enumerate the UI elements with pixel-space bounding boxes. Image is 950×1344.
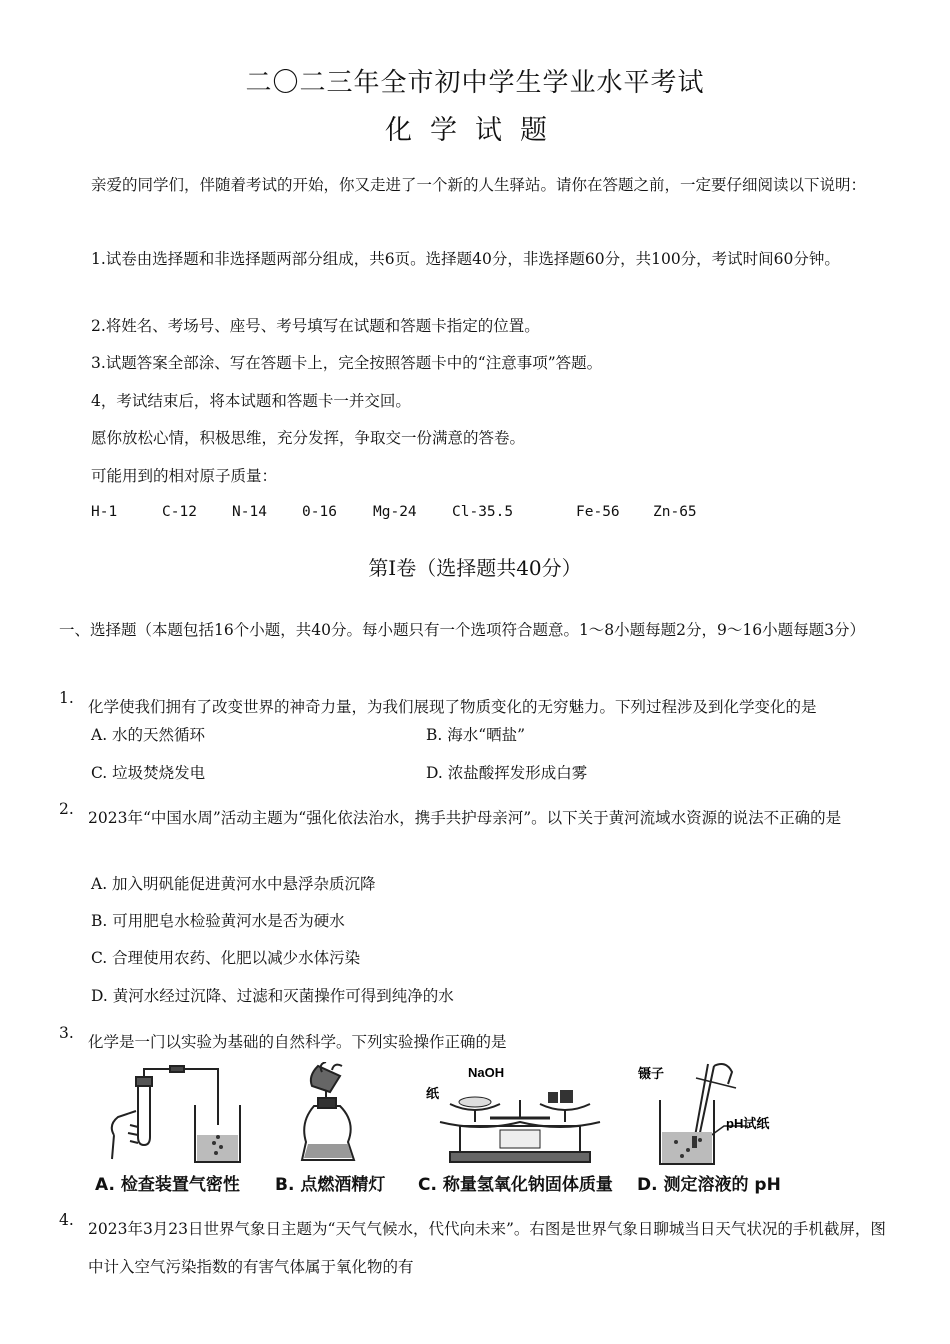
option-d[interactable]: D. 黄河水经过沉降、过滤和灭菌操作可得到纯净的水	[91, 987, 454, 1005]
question-text: 2023年“中国水周”活动主题为“强化依法治水，携手共护母亲河”。以下关于黄河流域水资源的说法不正确的是	[88, 809, 842, 827]
intro-greeting: 亲爱的同学们，伴随着考试的开始，你又走进了一个新的人生驿站。请你在答题之前，一定要仔细阅读以下说明：	[91, 176, 867, 194]
mass-item: Cl-35.5	[452, 504, 514, 520]
question-number: 4.	[59, 1211, 74, 1229]
option-d[interactable]: D. 浓盐酸挥发形成白雾	[426, 764, 588, 782]
figure-caption-c: C. 称量氢氧化钠固体质量	[418, 1175, 613, 1195]
intro-note-4: 4，考试结束后，将本试题和答题卡一并交回。	[91, 392, 411, 410]
question-number: 3.	[59, 1024, 74, 1042]
intro-note-2: 2.将姓名、考场号、座号、考号填写在试题和答题卡指定的位置。	[91, 317, 540, 335]
intro-wish: 愿你放松心情，积极思维，充分发挥，争取交一份满意的答卷。	[91, 429, 526, 447]
question-text: 化学是一门以实验为基础的自然科学。下列实验操作正确的是	[88, 1033, 507, 1051]
section-title: 第Ⅰ卷（选择题共40分）	[368, 556, 582, 580]
masses-label: 可能用到的相对原子质量：	[91, 467, 278, 485]
intro-note-3: 3.试题答案全部涂、写在答题卡上，完全按照答题卡中的“注意事项”答题。	[91, 354, 603, 372]
option-b[interactable]: B. 海水“晒盐”	[426, 726, 526, 744]
question-number: 1.	[59, 689, 74, 707]
option-a[interactable]: A. 水的天然循环	[91, 726, 206, 744]
section-instructions: 一、选择题（本题包括16个小题，共40分。每小题只有一个选项符合题意。1～8小题每题2分，9～16小题每题3分）	[59, 621, 865, 639]
mass-item: H-1	[91, 504, 118, 520]
figure-caption-a: A. 检查装置气密性	[95, 1175, 240, 1195]
figure-airtightness-check	[100, 1065, 260, 1170]
figure-caption-d: D. 测定溶液的 pH	[637, 1175, 781, 1195]
exam-title: 二〇二三年全市初中学生学业水平考试	[245, 68, 705, 98]
question-text: 化学使我们拥有了改变世界的神奇力量，为我们展现了物质变化的无穷魅力。下列过程涉及到化学变化的是	[88, 698, 817, 716]
option-b[interactable]: B. 可用肥皂水检验黄河水是否为硬水	[91, 912, 345, 930]
naoh-label: NaOH	[468, 1065, 505, 1080]
mass-item: C-12	[162, 504, 197, 520]
question-text: 2023年3月23日世界气象日主题为“天气气候水，代代向未来”。右图是世界气象日聊城当日天气状况的手机截屏，图中计入空气污染指数的有害气体属于氧化物的有	[88, 1220, 886, 1276]
ph-paper-label: pH试纸	[726, 1116, 770, 1131]
option-c[interactable]: C. 合理使用农药、化肥以减少水体污染	[91, 949, 361, 967]
mass-item: Mg-24	[373, 504, 417, 520]
figure-caption-b: B. 点燃酒精灯	[275, 1175, 386, 1195]
mass-item: 0-16	[302, 504, 337, 520]
mass-item: Zn-65	[653, 504, 697, 520]
figure-ph-test	[636, 1060, 786, 1170]
tweezers-label: 镊子	[638, 1066, 665, 1081]
atomic-masses	[91, 504, 697, 520]
mass-item: Fe-56	[576, 504, 620, 520]
option-c[interactable]: C. 垃圾焚烧发电	[91, 764, 206, 782]
option-a[interactable]: A. 加入明矾能促进黄河水中悬浮杂质沉降	[91, 875, 376, 893]
figure-balance	[420, 1060, 620, 1170]
mass-item: N-14	[232, 504, 267, 520]
exam-subtitle: 化学试题	[385, 115, 565, 146]
figure-alcohol-lamp	[292, 1062, 372, 1170]
paper-label: 纸	[426, 1086, 440, 1101]
question-number: 2.	[59, 800, 74, 818]
intro-note-1: 1.试卷由选择题和非选择题两部分组成，共6页。选择题40分，非选择题60分，共100分，考试时间60分钟。	[91, 250, 840, 268]
